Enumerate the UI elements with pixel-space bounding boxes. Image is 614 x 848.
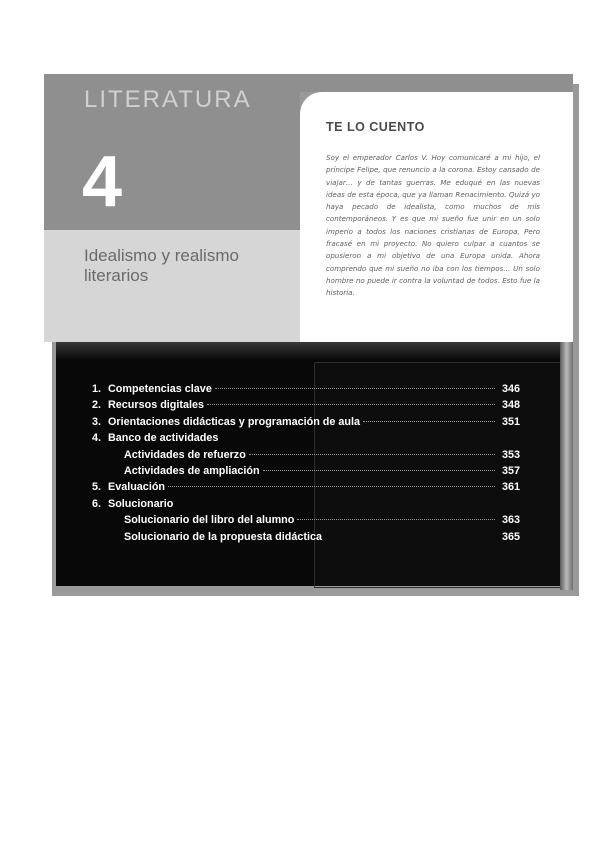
toc-number: 4. — [92, 432, 102, 445]
toc-number: 5. — [92, 481, 102, 494]
toc-page: 346 — [501, 383, 520, 395]
toc-label: Actividades de ampliación — [124, 464, 260, 477]
toc-label: Solucionario del libro del alumno — [124, 514, 295, 527]
toc-leader — [168, 486, 495, 487]
toc-page: 361 — [501, 481, 520, 494]
toc-label: Competencias clave — [108, 383, 212, 395]
toc-number: 2. — [92, 399, 102, 412]
toc-page: 363 — [501, 514, 520, 527]
toc-leader — [215, 388, 495, 389]
toc-number: 1. — [92, 383, 102, 395]
toc-number: 6. — [92, 497, 102, 510]
toc-row[interactable] — [92, 531, 520, 547]
toc-page: 357 — [501, 464, 520, 477]
toc-leader — [207, 404, 495, 405]
toc-row[interactable] — [92, 416, 520, 432]
toc-row[interactable] — [92, 465, 520, 481]
toc-leader — [297, 519, 495, 520]
toc-row[interactable] — [92, 498, 520, 514]
toc-page: 353 — [501, 448, 520, 461]
unit-title: Idealismo y realismo literarios — [84, 246, 239, 285]
toc-label: Recursos digitales — [108, 399, 205, 412]
toc-leader — [325, 536, 495, 537]
toc-panel-top-gradient — [56, 342, 560, 360]
story-heading: TE LO CUENTO — [326, 120, 425, 134]
toc-leader — [263, 470, 495, 471]
page-edge-image — [560, 342, 573, 590]
toc-row[interactable] — [92, 383, 520, 399]
toc-page: 348 — [501, 399, 520, 412]
toc-row[interactable] — [92, 514, 520, 530]
toc-label: Banco de actividades — [108, 432, 219, 445]
toc-label: Orientaciones didácticas y programación de aula — [108, 415, 361, 428]
subject-title: LITERATURA — [84, 86, 252, 113]
toc-label: Solucionario de la propuesta didáctica — [124, 530, 322, 543]
table-of-contents — [92, 383, 520, 547]
header-band-right — [300, 74, 573, 92]
toc-row[interactable] — [92, 449, 520, 465]
toc-page: 351 — [501, 415, 520, 428]
toc-leader — [363, 421, 495, 422]
toc-page: 365 — [501, 530, 520, 543]
toc-label: Actividades de refuerzo — [124, 448, 246, 461]
unit-number: 4 — [82, 142, 123, 222]
toc-label: Evaluación — [108, 481, 166, 494]
toc-row[interactable] — [92, 432, 520, 448]
toc-leader — [249, 454, 495, 455]
toc-row[interactable] — [92, 399, 520, 415]
story-text: Soy el emperador Carlos V. Hoy comunicaré a mi hijo, el príncipe Felipe, que renuncio a la corona. Estoy cansado de viajar… y de tantas guerras. Me eduqué en las nuevas ideas de esta época, que ya llaman Renacimiento. Quizá yo haya pecado de idealista, como muchos de mis contemporáneos. Y es que mi sueño fue unir en un solo imperio a todos los naciones cristianas de Europa. Pero fracasé en mi proyecto. No quiero culpar a cuantos se opusieron a mi objetivo de una Europa unida. Ahora comprendo que mi sueño no iba con los tiempos… Un solo hombre no puede ir contra la voluntad de todos. Esto fue la historia. — [326, 153, 540, 298]
toc-number: 3. — [92, 415, 102, 428]
toc-label: Solucionario — [108, 497, 174, 510]
toc-row[interactable] — [92, 481, 520, 497]
